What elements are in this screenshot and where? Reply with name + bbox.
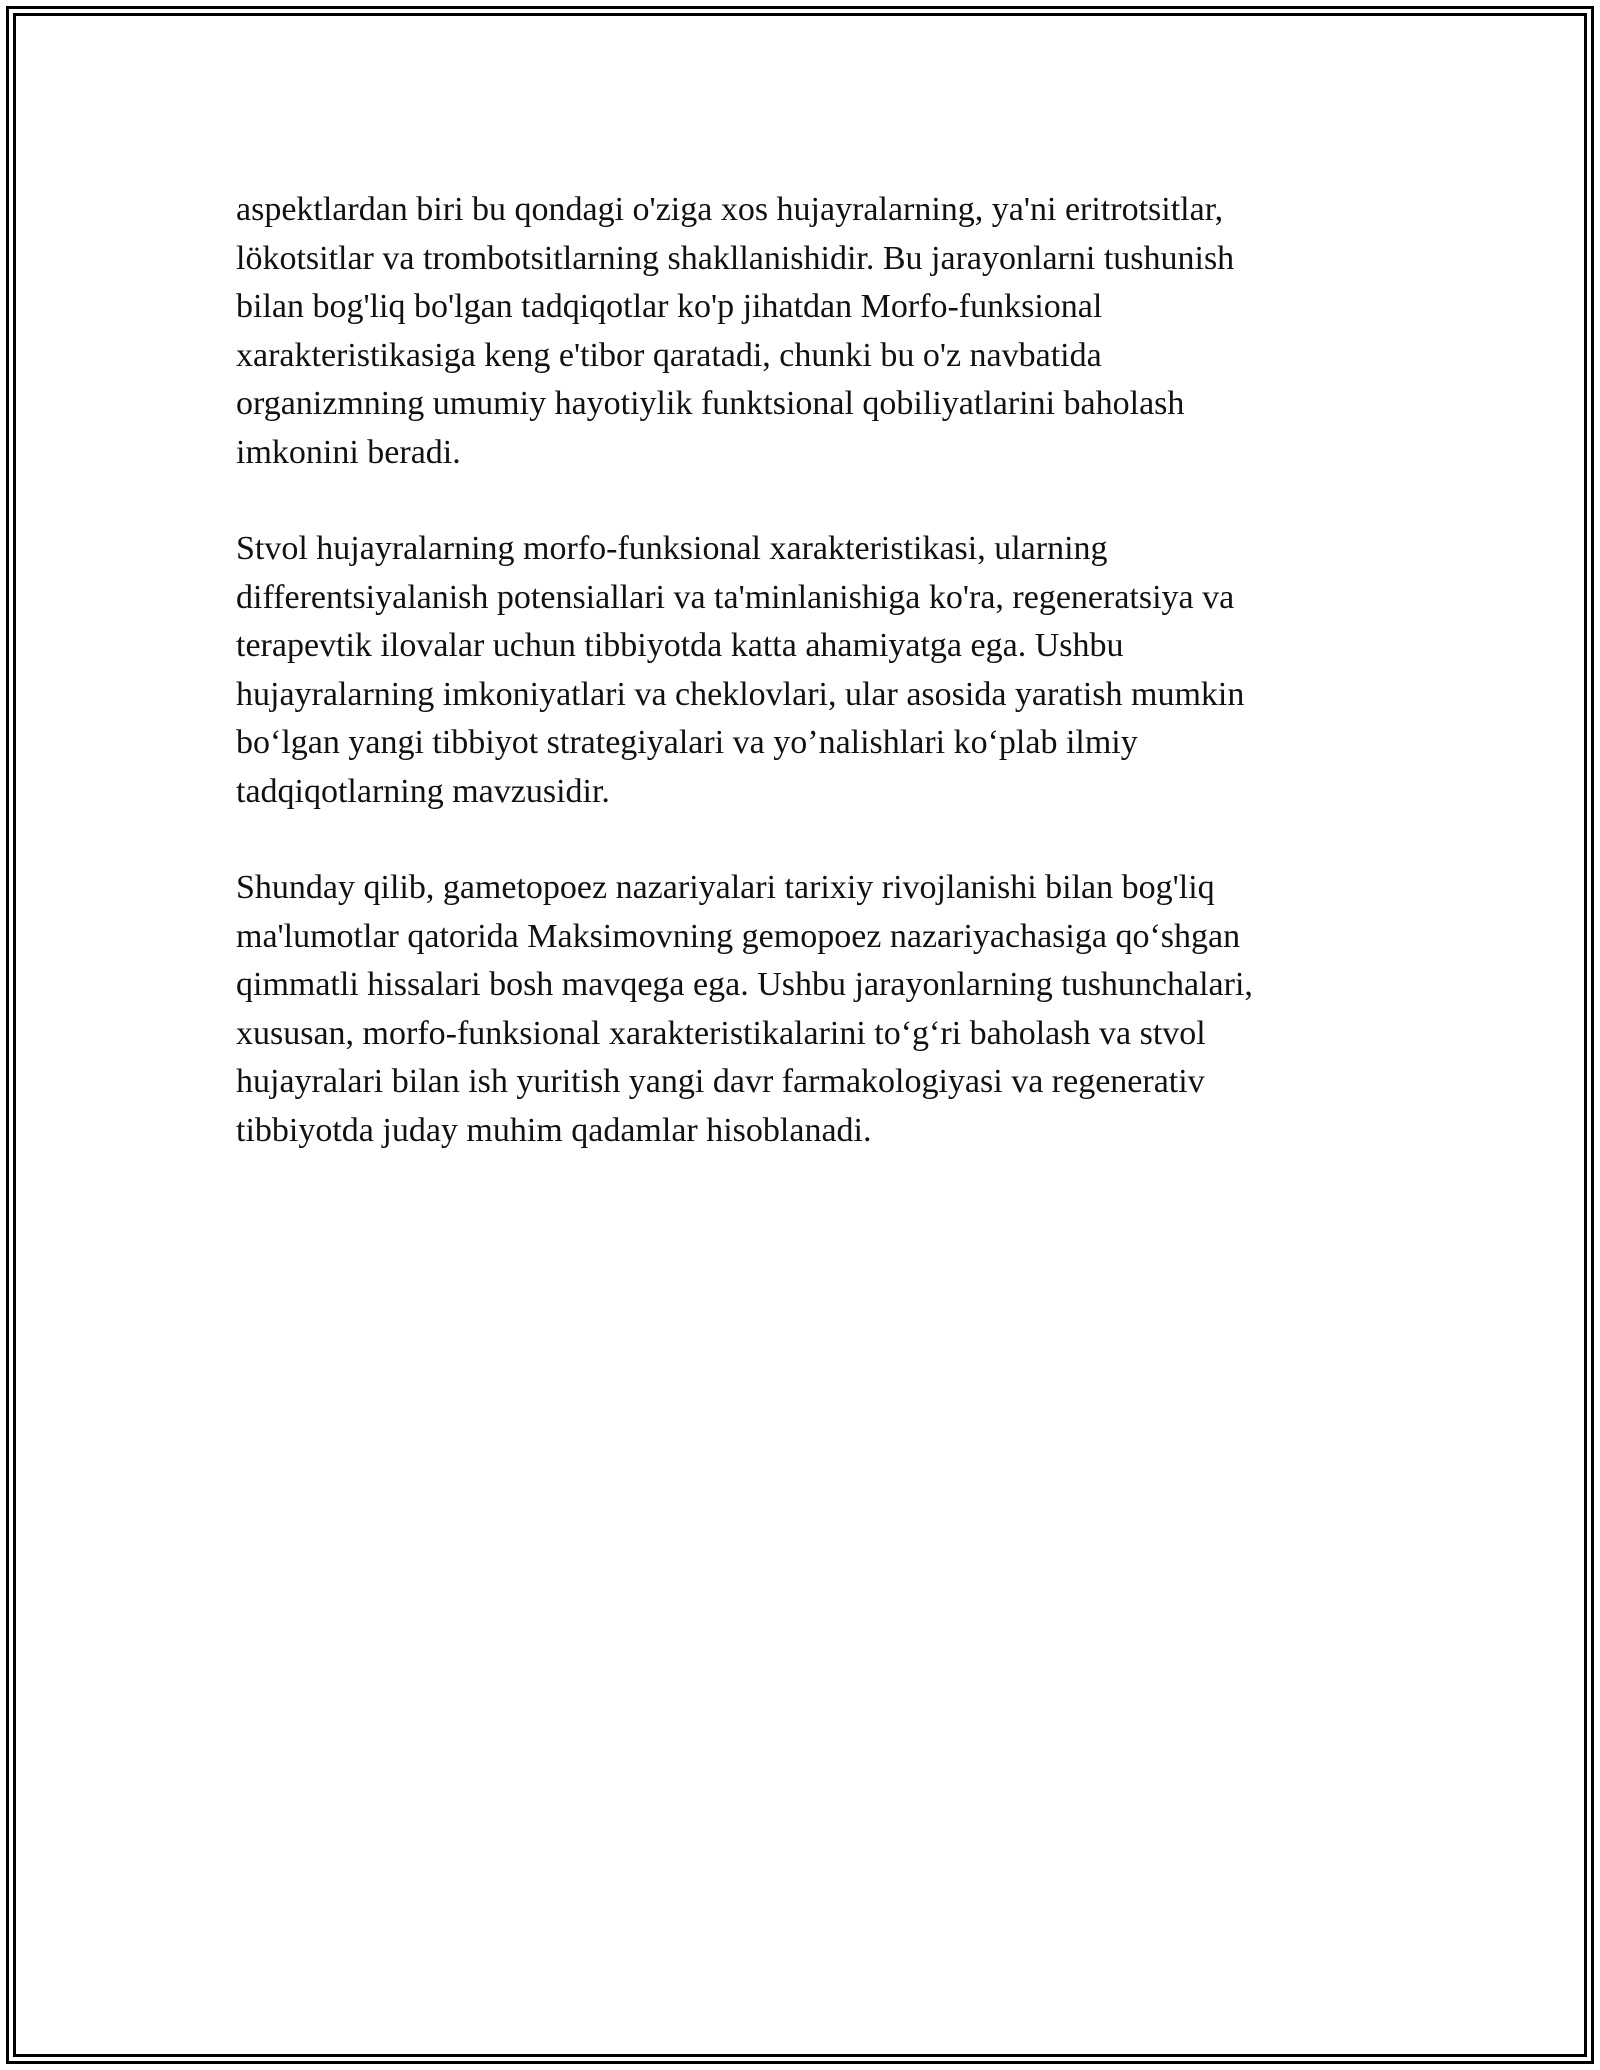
document-body — [236, 186, 1386, 1203]
paragraph-1: aspektlardan biri bu qondagi o'ziga xos hujayralarning, ya'ni eritrotsitlar, lökotsitlar va trombotsitlarning shakllanishidir. Bu jarayonlarni tushunish bilan bog'liq bo'lgan tadqiqotlar ko'p jihatdan Morfo-funksional xarakteristikasiga keng e'tibor qaratadi, chunki bu o'z navbatida organizmning umumiy hayotiylik funktsional qobiliyatlarini baholash imkonini beradi. — [236, 191, 1235, 471]
paragraph-2: Stvol hujayralarning morfo-funksional xarakteristikasi, ularning differentsiyalanish potensiallari va ta'minlanishiga ko'ra, regeneratsiya va terapevtik ilovalar uchun tibbiyotda katta ahamiyatga ega. Ushbu hujayralarning imkoniyatlari va cheklovlari, ular asosida yaratish mumkin bo‘lgan yangi tibbiyot strategiyalari va yo’nalishlari ko‘plab ilmiy tadqiqotlarning mavzusidir. — [236, 530, 1245, 810]
paragraph-3: Shunday qilib, gametopoez nazariyalari tarixiy rivojlanishi bilan bog'liq ma'lumotlar qatorida Maksimovning gemopoez nazariyachasiga qo‘shgan qimmatli hissalari bosh mavqega ega. Ushbu jarayonlarning tushunchalari, xususan, morfo-funksional xarakteristikalarini to‘g‘ri baholash va stvol hujayralari bilan ish yuritish yangi davr farmakologiyasi va regenerativ tibbiyotda juday muhim qadamlar hisoblanadi. — [236, 869, 1253, 1149]
